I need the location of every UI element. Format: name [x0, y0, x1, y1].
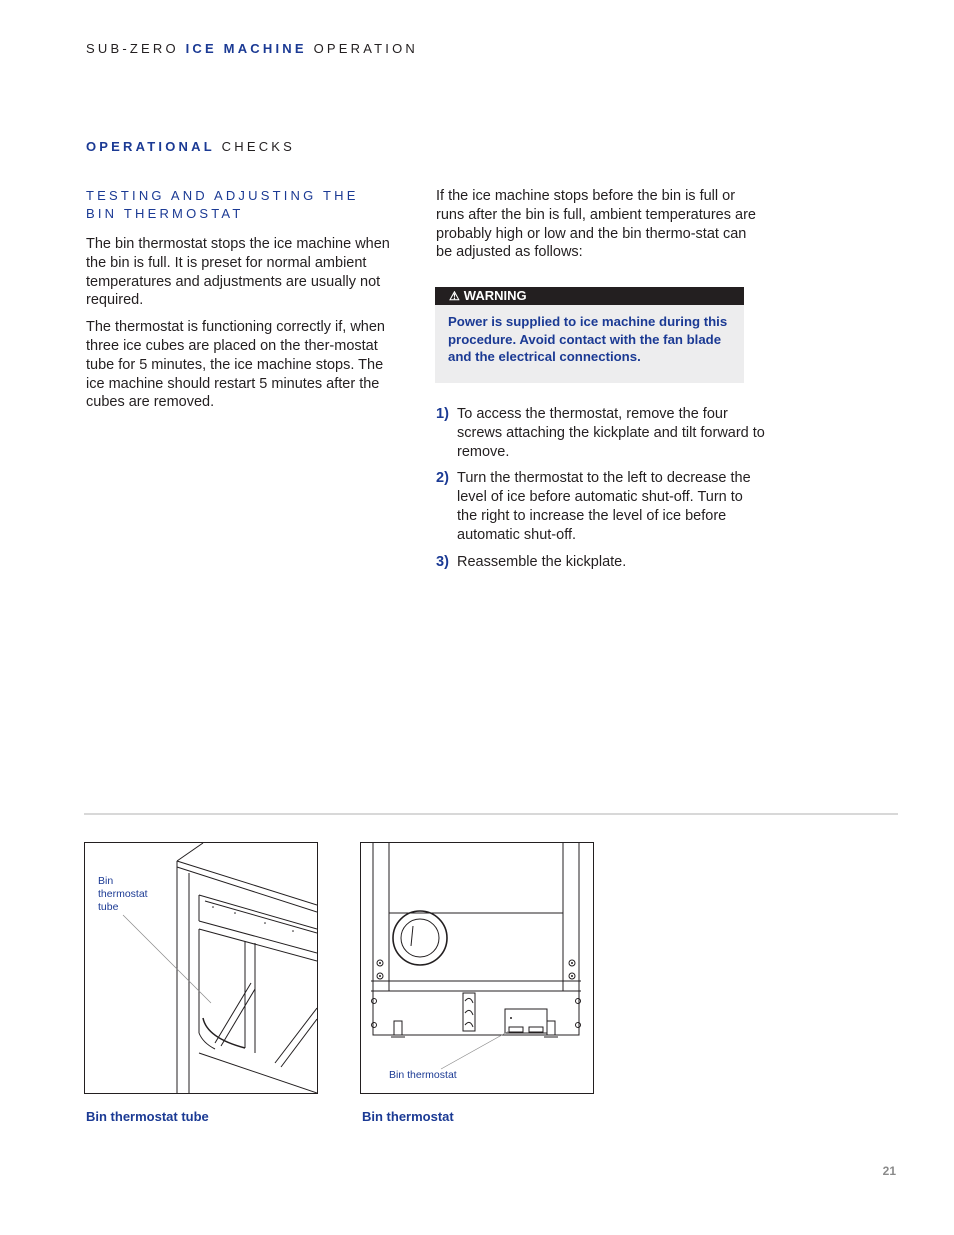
header-prefix: SUB-ZERO	[86, 41, 179, 56]
section-title-rest: CHECKS	[221, 139, 296, 154]
figure-bin-thermostat-tube	[84, 842, 318, 1094]
caption-bin-thermostat: Bin thermostat	[362, 1109, 454, 1124]
section-title	[86, 139, 295, 154]
steps-list	[436, 405, 766, 579]
warning-text: Power is supplied to ice machine during this procedure. Avoid contact with the fan blade and the electrical connections.	[448, 314, 728, 365]
warning-title: WARNING	[463, 288, 527, 303]
intro-paragraph: If the ice machine stops before the bin is full or runs after the bin is full, ambient temperatures are probably high or low and the bin thermo-stat can be adjusted as follows:	[436, 188, 756, 261]
section-title-bold: OPERATIONAL	[86, 139, 215, 154]
running-header	[86, 41, 418, 56]
warning-box	[435, 287, 744, 383]
callout-line: tube	[98, 901, 119, 913]
subheading-line1: TESTING AND ADJUSTING THE	[86, 188, 359, 203]
callout-bin-thermostat-tube	[98, 875, 148, 914]
right-column	[436, 187, 761, 262]
header-suffix: OPERATION	[313, 41, 418, 56]
paragraph-2: The thermostat is functioning correctly if, when three ice cubes are placed on the ther-mostat tube for 5 minutes, the ice machine stops. The ice machine should restart 5 minutes after the cubes are removed.	[86, 319, 385, 411]
bin-thermostat-illustration	[361, 843, 593, 1093]
step-text: Reassemble the kickplate.	[457, 553, 627, 570]
step-number: 1)	[436, 406, 449, 422]
callout-bin-thermostat: Bin thermostat	[389, 1069, 457, 1081]
figure-bin-thermostat	[360, 842, 594, 1094]
page-number: 21	[882, 1164, 896, 1178]
subheading-line2: BIN THERMOSTAT	[86, 206, 244, 221]
paragraph-1: The bin thermostat stops the ice machine when the bin is full. It is preset for normal ambient temperatures and adjustments are usually not required.	[86, 236, 390, 309]
step-text: Turn the thermostat to the left to decrease the level of ice before automatic shut-off. Turn to the right to increase the level of ice before automatic shut-off.	[457, 470, 751, 543]
header-bold: ICE MACHINE	[185, 41, 307, 56]
caption-bin-thermostat-tube: Bin thermostat tube	[86, 1109, 209, 1124]
callout-line: Bin	[98, 875, 114, 887]
warning-bar	[435, 287, 744, 305]
subheading	[86, 187, 386, 223]
horizontal-divider	[84, 813, 898, 815]
step-text: To access the thermostat, remove the four screws attaching the kickplate and tilt forward to remove.	[457, 406, 765, 460]
step-number: 3)	[436, 553, 449, 570]
left-column	[86, 235, 391, 420]
step-item	[436, 553, 766, 572]
step-number: 2)	[436, 470, 449, 487]
callout-line: thermostat	[98, 888, 148, 900]
warning-triangle-icon: ⚠	[449, 289, 460, 303]
step-item	[436, 405, 766, 461]
step-item	[436, 469, 766, 544]
